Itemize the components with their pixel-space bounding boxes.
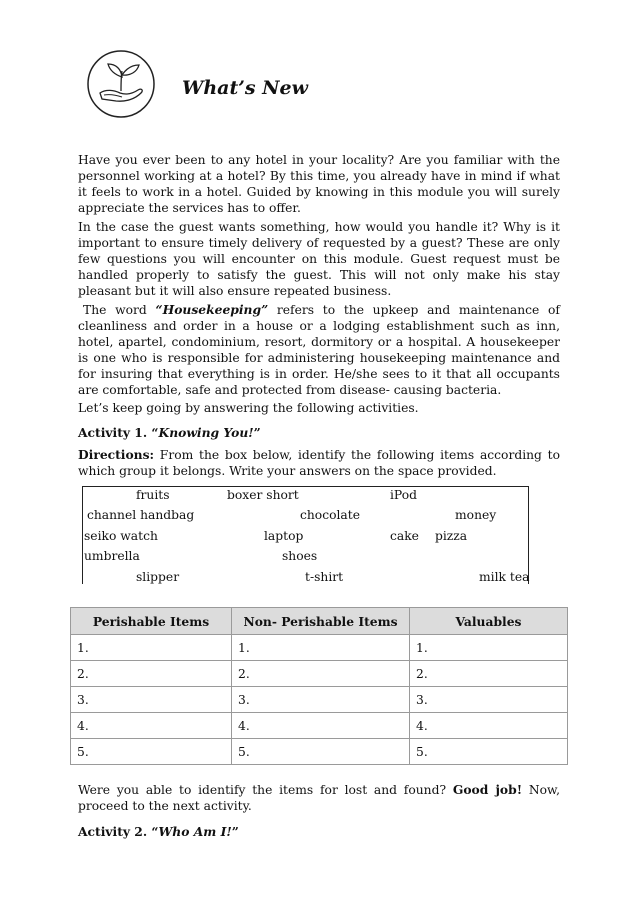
item-word: slipper <box>136 570 180 584</box>
answer-cell[interactable]: 2. <box>232 661 410 687</box>
item-word: iPod <box>390 488 417 502</box>
answer-cell[interactable]: 2. <box>410 661 568 687</box>
item-word: pizza <box>435 529 468 543</box>
table-row <box>71 661 568 687</box>
intro-paragraph-3-rest: refers to the upkeep and maintenance of cleanliness and order in a house or a lodging establishment such as inn, hotel, apartel, condominium, resort, dormitory or a hospital. A housekeeper is one who is responsible for administering housekeeping maintenance and for insuring that everything is in order. He/she sees to it that all occupants are comfortable, safe and protected from disease- causing bacteria. <box>78 303 560 397</box>
item-word: shoes <box>282 549 318 563</box>
item-word: t-shirt <box>305 570 344 584</box>
item-word: milk tea <box>479 570 530 584</box>
answer-cell[interactable]: 1. <box>232 635 410 661</box>
answer-cell[interactable]: 1. <box>71 635 232 661</box>
good-job-text: Good job! <box>452 782 523 797</box>
activity-1-name: Knowing You! <box>158 425 254 440</box>
answer-cell[interactable]: 5. <box>71 739 232 765</box>
intro-paragraph-1: Have you ever been to any hotel in your locality? Are you familiar with the personnel working at a hotel? By this time, you already have in mind if what it feels to work in a hotel. Guided by knowing in this module you will surely appreciate the services has to offer. <box>78 153 560 215</box>
item-word: cake <box>390 529 419 543</box>
answer-cell[interactable]: 3. <box>232 687 410 713</box>
table-row <box>71 635 568 661</box>
page-title: What’s New <box>182 77 308 99</box>
activity-1-label: Activity 1. “ <box>78 425 159 440</box>
item-word: boxer short <box>227 488 299 502</box>
item-word: channel handbag <box>87 508 195 522</box>
answer-cell[interactable]: 4. <box>410 713 568 739</box>
intro-paragraph-3-prefix: The word <box>83 303 156 317</box>
header-valuables: Valuables <box>410 608 568 635</box>
activity-1-heading <box>78 425 261 440</box>
table-row <box>71 687 568 713</box>
directions <box>78 447 560 479</box>
table-row <box>71 713 568 739</box>
activity-1-close: ” <box>253 425 261 440</box>
table-header-row <box>71 608 568 635</box>
item-word: seiko watch <box>84 529 158 543</box>
closing-text-after: Now, proceed to the next activity. <box>78 783 560 813</box>
activity-2-label: Activity 2. “ <box>78 824 159 839</box>
activity-2-name: Who Am I! <box>158 824 232 839</box>
intro-paragraph-2: In the case the guest wants something, how would you handle it? Why is it important to ensure timely delivery of requested by a guest? These are only few questions you will encounter on this module. Guest request must be handled properly to satisfy the guest. This will not only make his stay pleasant but it will also ensure repeated business. <box>78 220 560 298</box>
closing-text-before: Were you able to identify the items for lost and found? <box>78 783 453 797</box>
item-word: laptop <box>264 529 304 543</box>
directions-text: From the box below, identify the following items according to which group it belongs. Write your answers on the space provided. <box>78 448 560 478</box>
directions-label: Directions: <box>78 447 155 462</box>
housekeeping-term: “Housekeeping” <box>155 302 269 317</box>
table-row <box>71 739 568 765</box>
hand-sprout-icon <box>86 49 156 119</box>
answer-cell[interactable]: 3. <box>71 687 232 713</box>
header-non-perishable: Non- Perishable Items <box>232 608 410 635</box>
answer-cell[interactable]: 4. <box>232 713 410 739</box>
activity-2-close: ” <box>231 824 239 839</box>
answer-cell[interactable]: 2. <box>71 661 232 687</box>
item-word: fruits <box>136 488 170 502</box>
answer-cell[interactable]: 4. <box>71 713 232 739</box>
intro-paragraph-3 <box>78 302 560 398</box>
intro-paragraph-4: Let’s keep going by answering the following activities. <box>78 401 419 415</box>
answer-cell[interactable]: 5. <box>410 739 568 765</box>
answer-cell[interactable]: 1. <box>410 635 568 661</box>
header-perishable: Perishable Items <box>71 608 232 635</box>
classification-table <box>70 607 568 765</box>
item-word: money <box>455 508 497 522</box>
item-word: chocolate <box>300 508 360 522</box>
answer-cell[interactable]: 5. <box>232 739 410 765</box>
closing-paragraph <box>78 782 560 814</box>
item-word: umbrella <box>84 549 140 563</box>
answer-cell[interactable]: 3. <box>410 687 568 713</box>
items-box <box>82 486 529 584</box>
activity-2-heading <box>78 824 239 839</box>
